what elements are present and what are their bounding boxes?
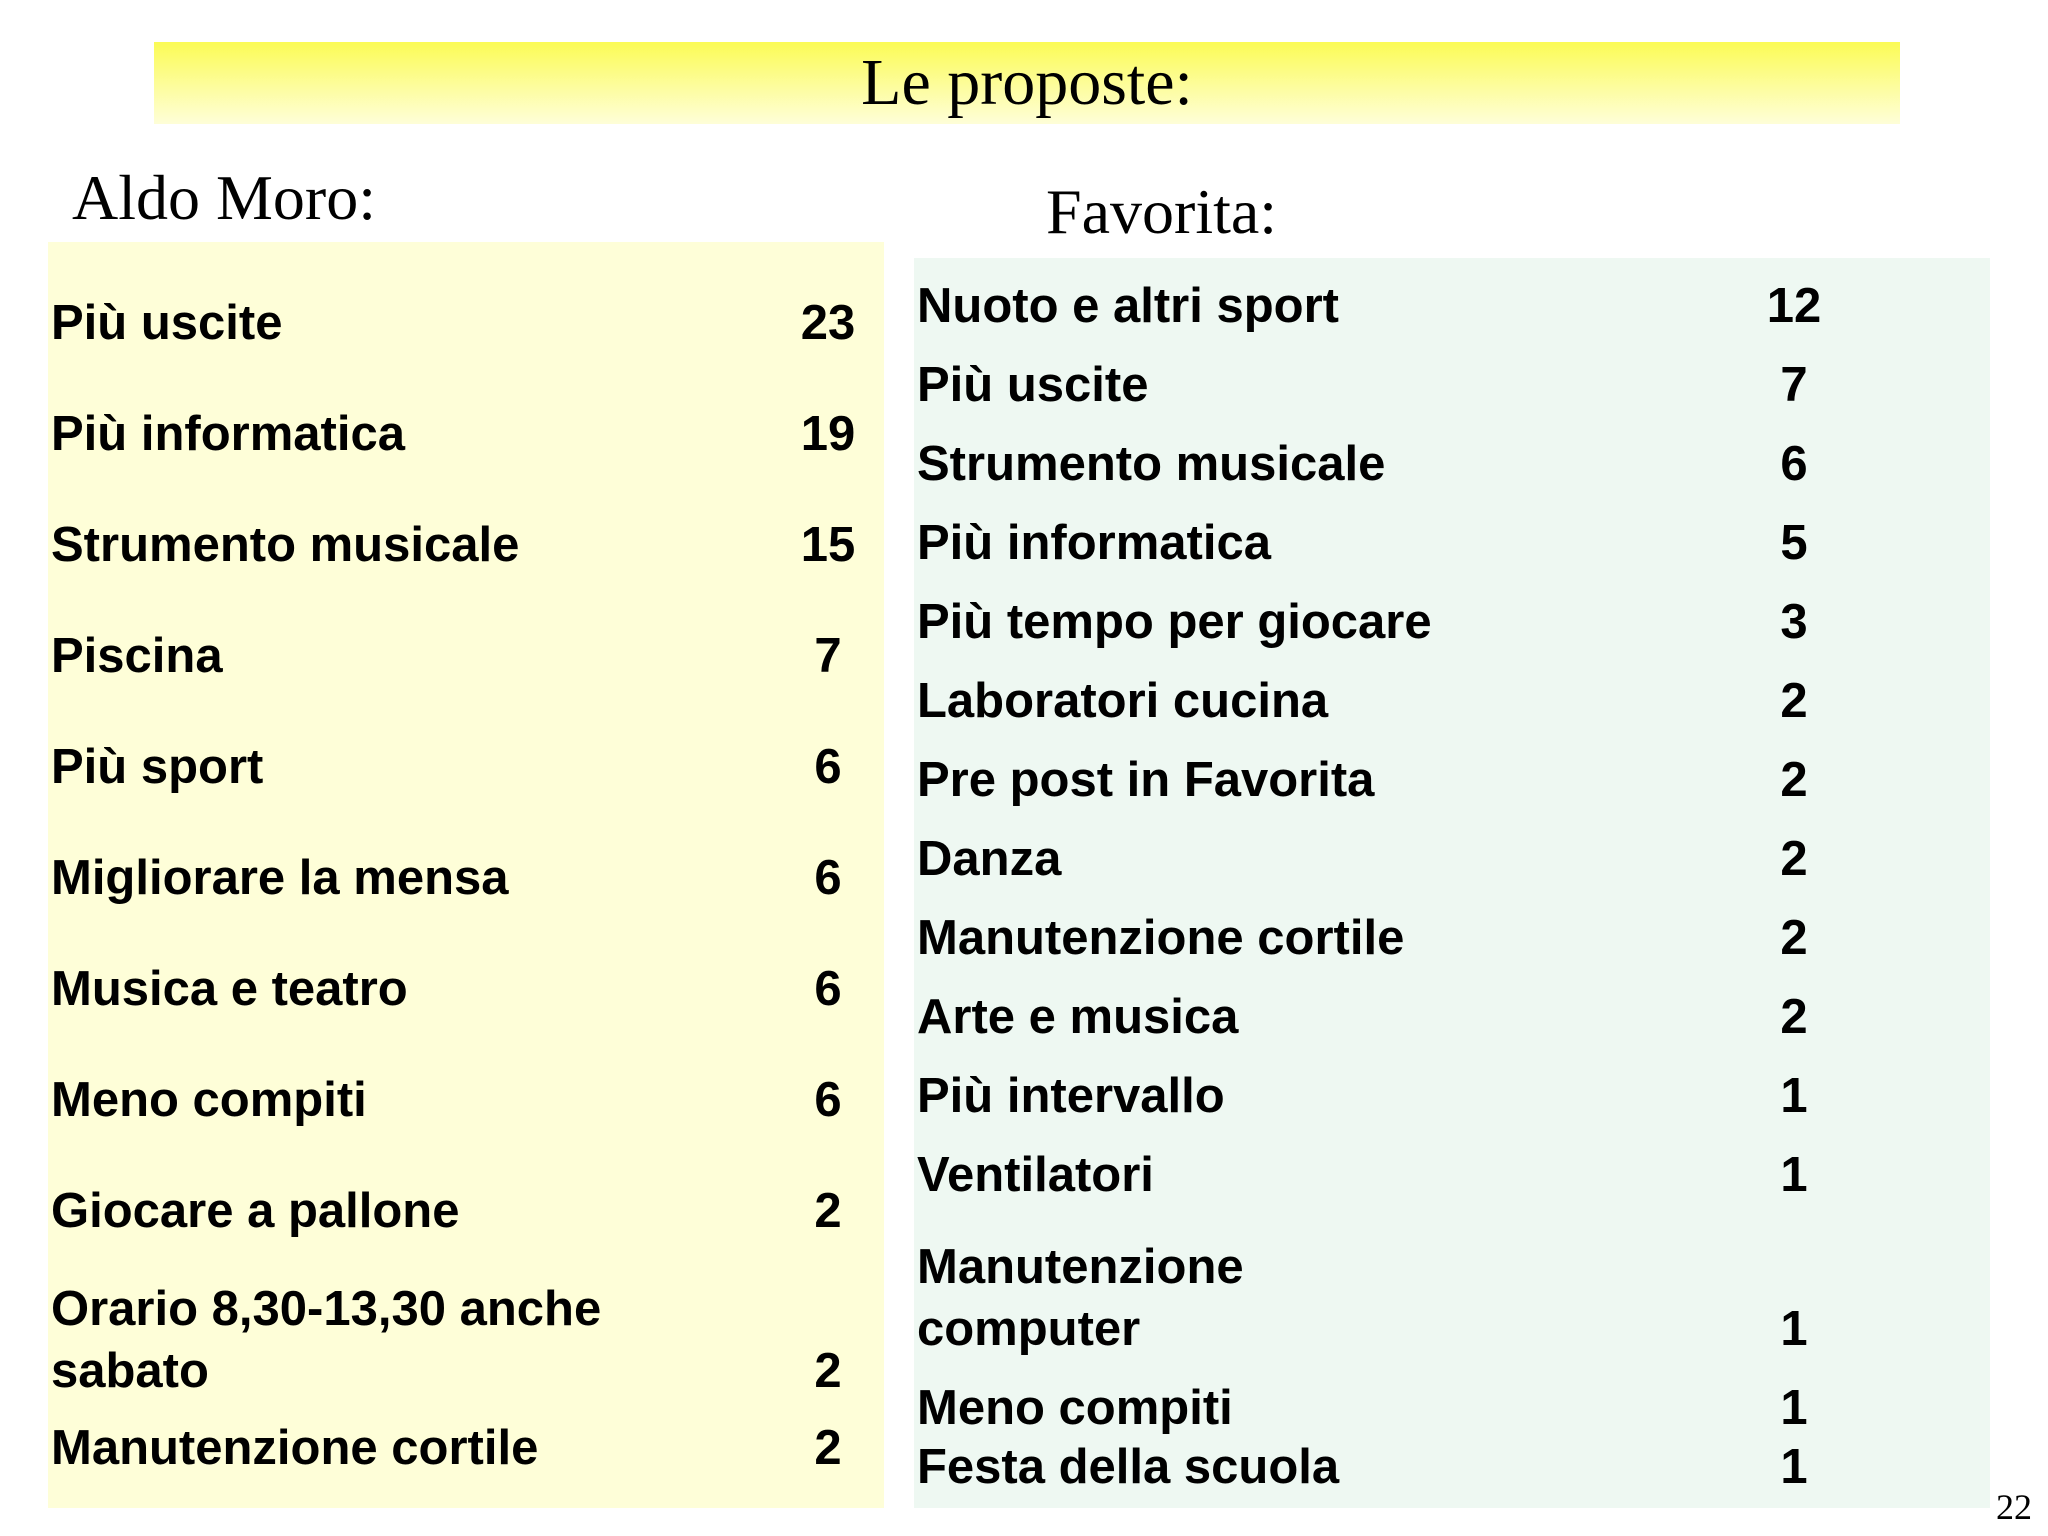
aldo-row-value: 2 bbox=[814, 1421, 842, 1475]
favorita-row-label: Danza bbox=[917, 832, 1062, 886]
favorita-row-value: 3 bbox=[1780, 595, 1808, 649]
aldo-row-label: sabato bbox=[51, 1344, 209, 1398]
favorita-row-value: 2 bbox=[1780, 990, 1808, 1044]
aldo-row-label: Strumento musicale bbox=[51, 518, 520, 572]
favorita-row-value: 5 bbox=[1780, 516, 1808, 570]
aldo-row-value: 2 bbox=[814, 1184, 842, 1238]
aldo-row-value: 19 bbox=[800, 407, 856, 461]
favorita-row-label: Più informatica bbox=[917, 516, 1271, 570]
aldo-moro-table bbox=[48, 242, 884, 1508]
favorita-row-label: Pre post in Favorita bbox=[917, 753, 1375, 807]
favorita-row-label: Laboratori cucina bbox=[917, 674, 1329, 728]
favorita-row-value: 6 bbox=[1780, 437, 1808, 491]
favorita-row-label: Nuoto e altri sport bbox=[917, 279, 1339, 333]
aldo-row-value: 6 bbox=[814, 1073, 842, 1127]
favorita-table bbox=[914, 258, 1990, 1508]
aldo-row-label: Meno compiti bbox=[51, 1073, 367, 1127]
favorita-row-value: 1 bbox=[1780, 1069, 1808, 1123]
favorita-row-value: 2 bbox=[1780, 674, 1808, 728]
favorita-row-label: Ventilatori bbox=[917, 1148, 1154, 1202]
aldo-row-value: 6 bbox=[814, 962, 842, 1016]
favorita-row-value: 1 bbox=[1780, 1381, 1808, 1435]
favorita-row-value: 1 bbox=[1780, 1440, 1808, 1494]
favorita-row-value: 2 bbox=[1780, 753, 1808, 807]
favorita-row-value: 7 bbox=[1780, 358, 1808, 412]
aldo-row-label: Più informatica bbox=[51, 407, 405, 461]
page-number: 22 bbox=[1996, 1487, 2032, 1527]
slide-title: Le proposte: bbox=[154, 42, 1900, 124]
aldo-row-label: Giocare a pallone bbox=[51, 1184, 460, 1238]
aldo-row-label: Orario 8,30-13,30 anche bbox=[51, 1282, 602, 1336]
favorita-row-value: 2 bbox=[1780, 911, 1808, 965]
favorita-row-label: Festa della scuola bbox=[917, 1440, 1340, 1494]
aldo-row-label: Musica e teatro bbox=[51, 962, 408, 1016]
aldo-row-value: 6 bbox=[814, 740, 842, 794]
aldo-row-label: Manutenzione cortile bbox=[51, 1421, 539, 1475]
aldo-row-value: 7 bbox=[814, 629, 842, 683]
favorita-row-label: Più uscite bbox=[917, 358, 1149, 412]
aldo-row-value: 2 bbox=[814, 1344, 842, 1398]
aldo-row-label: Piscina bbox=[51, 629, 223, 683]
favorita-row-value: 2 bbox=[1780, 832, 1808, 886]
favorita-heading: Favorita: bbox=[1046, 176, 1278, 247]
favorita-row-label: Manutenzione cortile bbox=[917, 911, 1405, 965]
favorita-row-label: computer bbox=[917, 1302, 1141, 1356]
favorita-row-value: 12 bbox=[1766, 279, 1822, 333]
favorita-row-label: Meno compiti bbox=[917, 1381, 1233, 1435]
aldo-row-label: Più sport bbox=[51, 740, 264, 794]
aldo-row-value: 23 bbox=[800, 296, 856, 350]
favorita-row-label: Strumento musicale bbox=[917, 437, 1386, 491]
favorita-row-label: Arte e musica bbox=[917, 990, 1239, 1044]
aldo-moro-heading: Aldo Moro: bbox=[72, 162, 376, 233]
aldo-row-value: 6 bbox=[814, 851, 842, 905]
favorita-row-value: 1 bbox=[1780, 1302, 1808, 1356]
favorita-row-label: Più tempo per giocare bbox=[917, 595, 1432, 649]
favorita-row-label: Più intervallo bbox=[917, 1069, 1225, 1123]
aldo-row-value: 15 bbox=[800, 518, 856, 572]
favorita-row-label: Manutenzione bbox=[917, 1240, 1244, 1294]
aldo-row-label: Migliorare la mensa bbox=[51, 851, 509, 905]
favorita-row-value: 1 bbox=[1780, 1148, 1808, 1202]
aldo-row-label: Più uscite bbox=[51, 296, 283, 350]
